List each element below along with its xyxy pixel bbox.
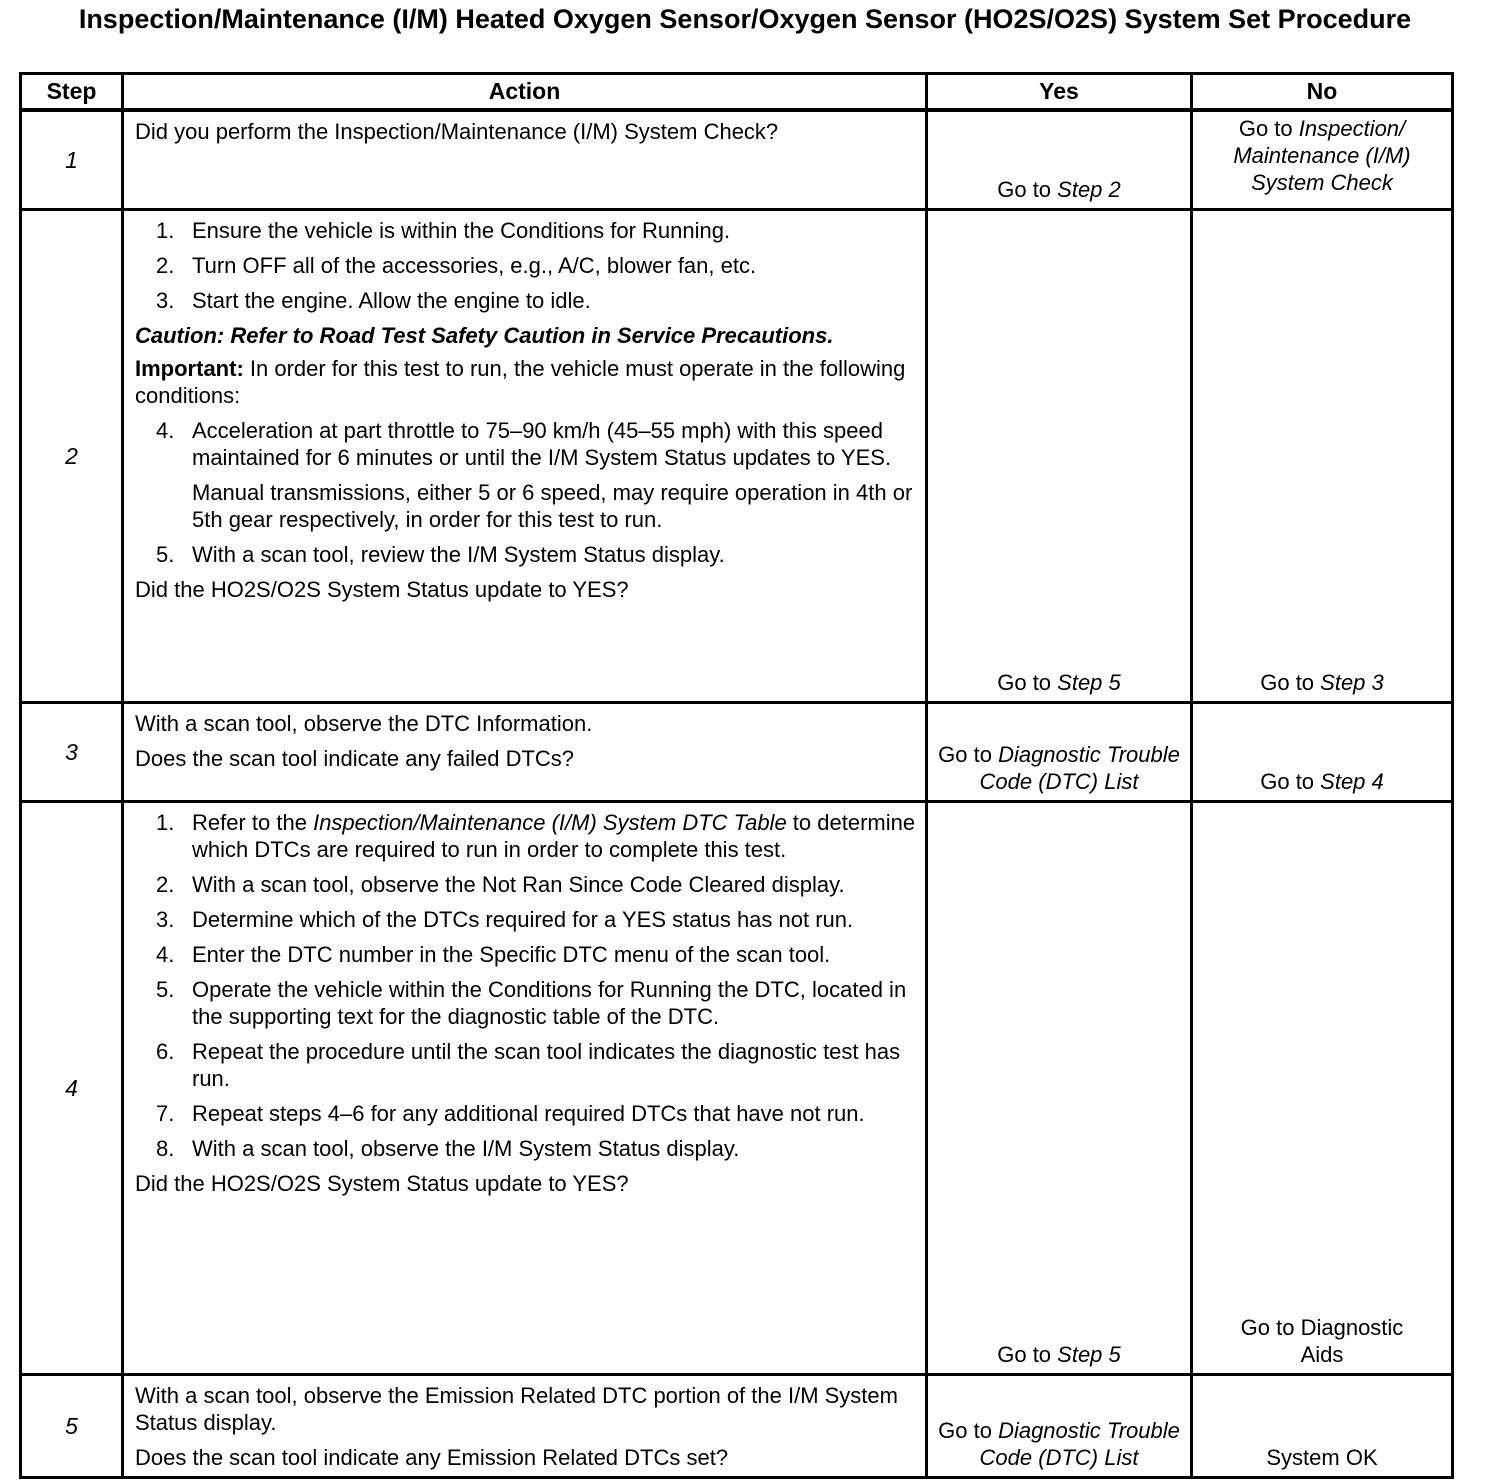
action-question: Does the scan tool indicate any failed DTCs? bbox=[135, 746, 575, 771]
yes-cell[interactable]: Go to Step 5 bbox=[927, 210, 1192, 703]
list-item: 3. Determine which of the DTCs required for a YES status has not run. bbox=[156, 907, 854, 932]
step-number: 2 bbox=[21, 210, 123, 703]
action-text: With a scan tool, observe the DTC Information. bbox=[135, 711, 593, 736]
action-question: Does the scan tool indicate any Emission Related DTCs set? bbox=[135, 1445, 729, 1470]
action-cell bbox=[123, 703, 927, 802]
action-list bbox=[135, 809, 917, 1162]
no-link[interactable]: Go to Diagnostic Aids bbox=[1240, 1315, 1404, 1367]
table-row bbox=[21, 1375, 1453, 1478]
list-item: 7. Repeat steps 4–6 for any additional required DTCs that have not run. bbox=[156, 1101, 865, 1126]
list-item: 2. With a scan tool, observe the Not Ran Since Code Cleared display. bbox=[156, 872, 845, 897]
no-cell[interactable] bbox=[1192, 110, 1453, 210]
no-cell[interactable]: Go to Step 3 bbox=[1192, 210, 1453, 703]
no-link[interactable]: Step 4 bbox=[1320, 769, 1384, 794]
no-cell[interactable]: Go to Step 4 bbox=[1192, 703, 1453, 802]
list-item: 1. Refer to the Inspection/Maintenance (I/M) System DTC Table to determine which DTCs are required to run in order to complete this test. bbox=[156, 810, 916, 862]
procedure-table bbox=[19, 72, 1454, 1479]
header-no: No bbox=[1192, 74, 1453, 111]
no-cell[interactable] bbox=[1192, 1375, 1453, 1478]
step-number: 5 bbox=[21, 1375, 123, 1478]
action-list bbox=[135, 417, 917, 471]
list-item: 6. Repeat the procedure until the scan tool indicates the diagnostic test has run. bbox=[156, 1039, 901, 1091]
no-result: System OK bbox=[1266, 1445, 1378, 1470]
no-link[interactable]: Inspection/ Maintenance (I/M) System Check bbox=[1233, 116, 1411, 195]
step-number: 3 bbox=[21, 703, 123, 802]
list-item: 4. Enter the DTC number in the Specific DTC menu of the scan tool. bbox=[156, 942, 831, 967]
action-cell bbox=[123, 802, 927, 1375]
header-yes: Yes bbox=[927, 74, 1192, 111]
important-note: Important: In order for this test to run, the vehicle must operate in the following conditions: bbox=[135, 356, 906, 408]
table-row bbox=[21, 802, 1453, 1375]
table-row bbox=[21, 110, 1453, 210]
yes-link[interactable]: Step 2 bbox=[1057, 177, 1121, 202]
no-prefix: Go to bbox=[1238, 116, 1299, 141]
action-cell bbox=[123, 210, 927, 703]
caution-note: Caution: Refer to Road Test Safety Caution in Service Precautions. bbox=[135, 323, 834, 348]
action-list bbox=[135, 217, 917, 314]
list-item: 1. Ensure the vehicle is within the Conditions for Running. bbox=[156, 218, 731, 243]
table-row bbox=[21, 210, 1453, 703]
no-cell[interactable] bbox=[1192, 802, 1453, 1375]
action-text: With a scan tool, observe the Emission Related DTC portion of the I/M System Status display. bbox=[135, 1383, 898, 1435]
no-link[interactable]: Step 3 bbox=[1320, 670, 1384, 695]
action-question: Did you perform the Inspection/Maintenance (I/M) System Check? bbox=[135, 119, 779, 144]
yes-cell[interactable]: Go to Step 5 bbox=[927, 802, 1192, 1375]
action-cell bbox=[123, 110, 927, 210]
action-cell bbox=[123, 1375, 927, 1478]
header-action: Action bbox=[123, 74, 927, 111]
header-step: Step bbox=[21, 74, 123, 111]
list-item: 2. Turn OFF all of the accessories, e.g., A/C, blower fan, etc. bbox=[156, 253, 757, 278]
dtc-table-link[interactable]: Inspection/Maintenance (I/M) System DTC Table bbox=[313, 810, 787, 835]
table-header-row bbox=[21, 74, 1453, 111]
yes-cell[interactable]: Go to Diagnostic Trouble Code (DTC) List bbox=[927, 1375, 1192, 1478]
yes-prefix: Go to bbox=[997, 177, 1058, 202]
list-item: 5. With a scan tool, review the I/M System Status display. bbox=[156, 542, 725, 567]
yes-cell[interactable] bbox=[927, 110, 1192, 210]
yes-link[interactable]: Step 5 bbox=[1057, 670, 1121, 695]
yes-link[interactable]: Step 5 bbox=[1057, 1342, 1121, 1367]
list-item: 4. Acceleration at part throttle to 75–90 km/h (45–55 mph) with this speed maintained for 6 minutes or until the I/M System Status updates to YES. bbox=[156, 418, 892, 470]
list-item: 8. With a scan tool, observe the I/M System Status display. bbox=[156, 1136, 740, 1161]
list-item: 5. Operate the vehicle within the Conditions for Running the DTC, located in the supporting text for the diagnostic table of the DTC. bbox=[156, 977, 907, 1029]
step-number: 4 bbox=[21, 802, 123, 1375]
table-row bbox=[21, 703, 1453, 802]
action-question: Did the HO2S/O2S System Status update to YES? bbox=[135, 577, 629, 602]
action-list bbox=[135, 541, 917, 568]
action-question: Did the HO2S/O2S System Status update to YES? bbox=[135, 1171, 629, 1196]
list-item: 3. Start the engine. Allow the engine to idle. bbox=[156, 288, 591, 313]
step-number: 1 bbox=[21, 110, 123, 210]
yes-link[interactable]: Diagnostic Trouble Code (DTC) List bbox=[979, 1418, 1180, 1470]
yes-link[interactable]: Diagnostic Trouble Code (DTC) List bbox=[979, 742, 1180, 794]
transmission-note: Manual transmissions, either 5 or 6 speed, may require operation in 4th or 5th gear respectively, in order for this test to run. bbox=[192, 480, 913, 532]
yes-cell[interactable]: Go to Diagnostic Trouble Code (DTC) List bbox=[927, 703, 1192, 802]
page-title: Inspection/Maintenance (I/M) Heated Oxygen Sensor/Oxygen Sensor (HO2S/O2S) System Set Procedure bbox=[78, 4, 1412, 34]
